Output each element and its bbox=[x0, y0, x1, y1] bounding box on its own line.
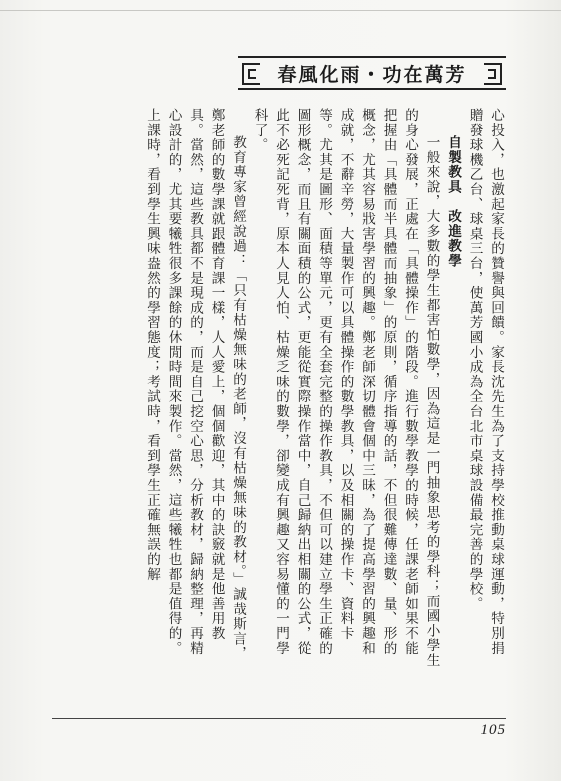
page-number: 105 bbox=[480, 722, 506, 738]
title-banner bbox=[238, 56, 506, 90]
paragraph-continued: 心投入，也激起家長的贊譽與回饋。家長沈先生為了支持學校推動桌球運動，特別捐贈發球機乙台、球桌三台，使萬芳國小成為全台北市桌球設備最完善的學校。 bbox=[466, 108, 504, 656]
paragraph: 教育專家曾經說過：「只有枯燥無味的老師，沒有枯燥無味的教材。」誠哉斯言，鄭老師的數學課就跟體育課一樣，人人愛上，個個歡迎，其中的訣竅就是他善用教具。當然，這些教具都不是現成的，而是自己挖空心思，分析教材，歸納整理，再精心設計的，尤其要犧牲很多課餘的休閒時間來製作。當然，這些犧牲也都是值得的。上課時，看到學生興味盎然的學習態度；考試時，看到學生正確無誤的解 bbox=[144, 108, 246, 662]
top-edge-rule bbox=[0, 0, 561, 11]
footer-rule bbox=[52, 718, 506, 719]
page-title: 春風化雨・功在萬芳 bbox=[277, 63, 467, 86]
right-ornament-icon bbox=[484, 63, 502, 85]
section-heading: 自製教具 改進教學 bbox=[445, 135, 461, 269]
left-ornament-icon bbox=[242, 63, 260, 85]
vertical-text-body bbox=[52, 108, 506, 668]
paragraph: 一般來說，大多數的學生都害怕數學，因為這是一門抽象思考的學科；而國小學生的身心發展，正處在「具體操作」的階段。進行數學教學的時候，任課老師如果不能把握由「具體而半具體而抽象」的原則，循序指導的話，不但很難傳達數、量、形的概念，尤其容易戕害學習的興趣。鄭老師深切體會個中三昧，為了提高學習的興趣和成就，不辭辛勞，大量製作可以具體操作的數學教具，以及相關的操作卡、資料卡等。尤其是圖形、面積等單元，更有全套完整的操作教具，不但可以建立學生正確的圖形概念，而且有關面積的公式，更能從實際操作當中，自己歸納出相關的公式，從此不必死記死背，原本人見人怕、枯燥乏味的數學，卻變成有興趣又容易懂的一門學科了。 bbox=[251, 108, 440, 668]
